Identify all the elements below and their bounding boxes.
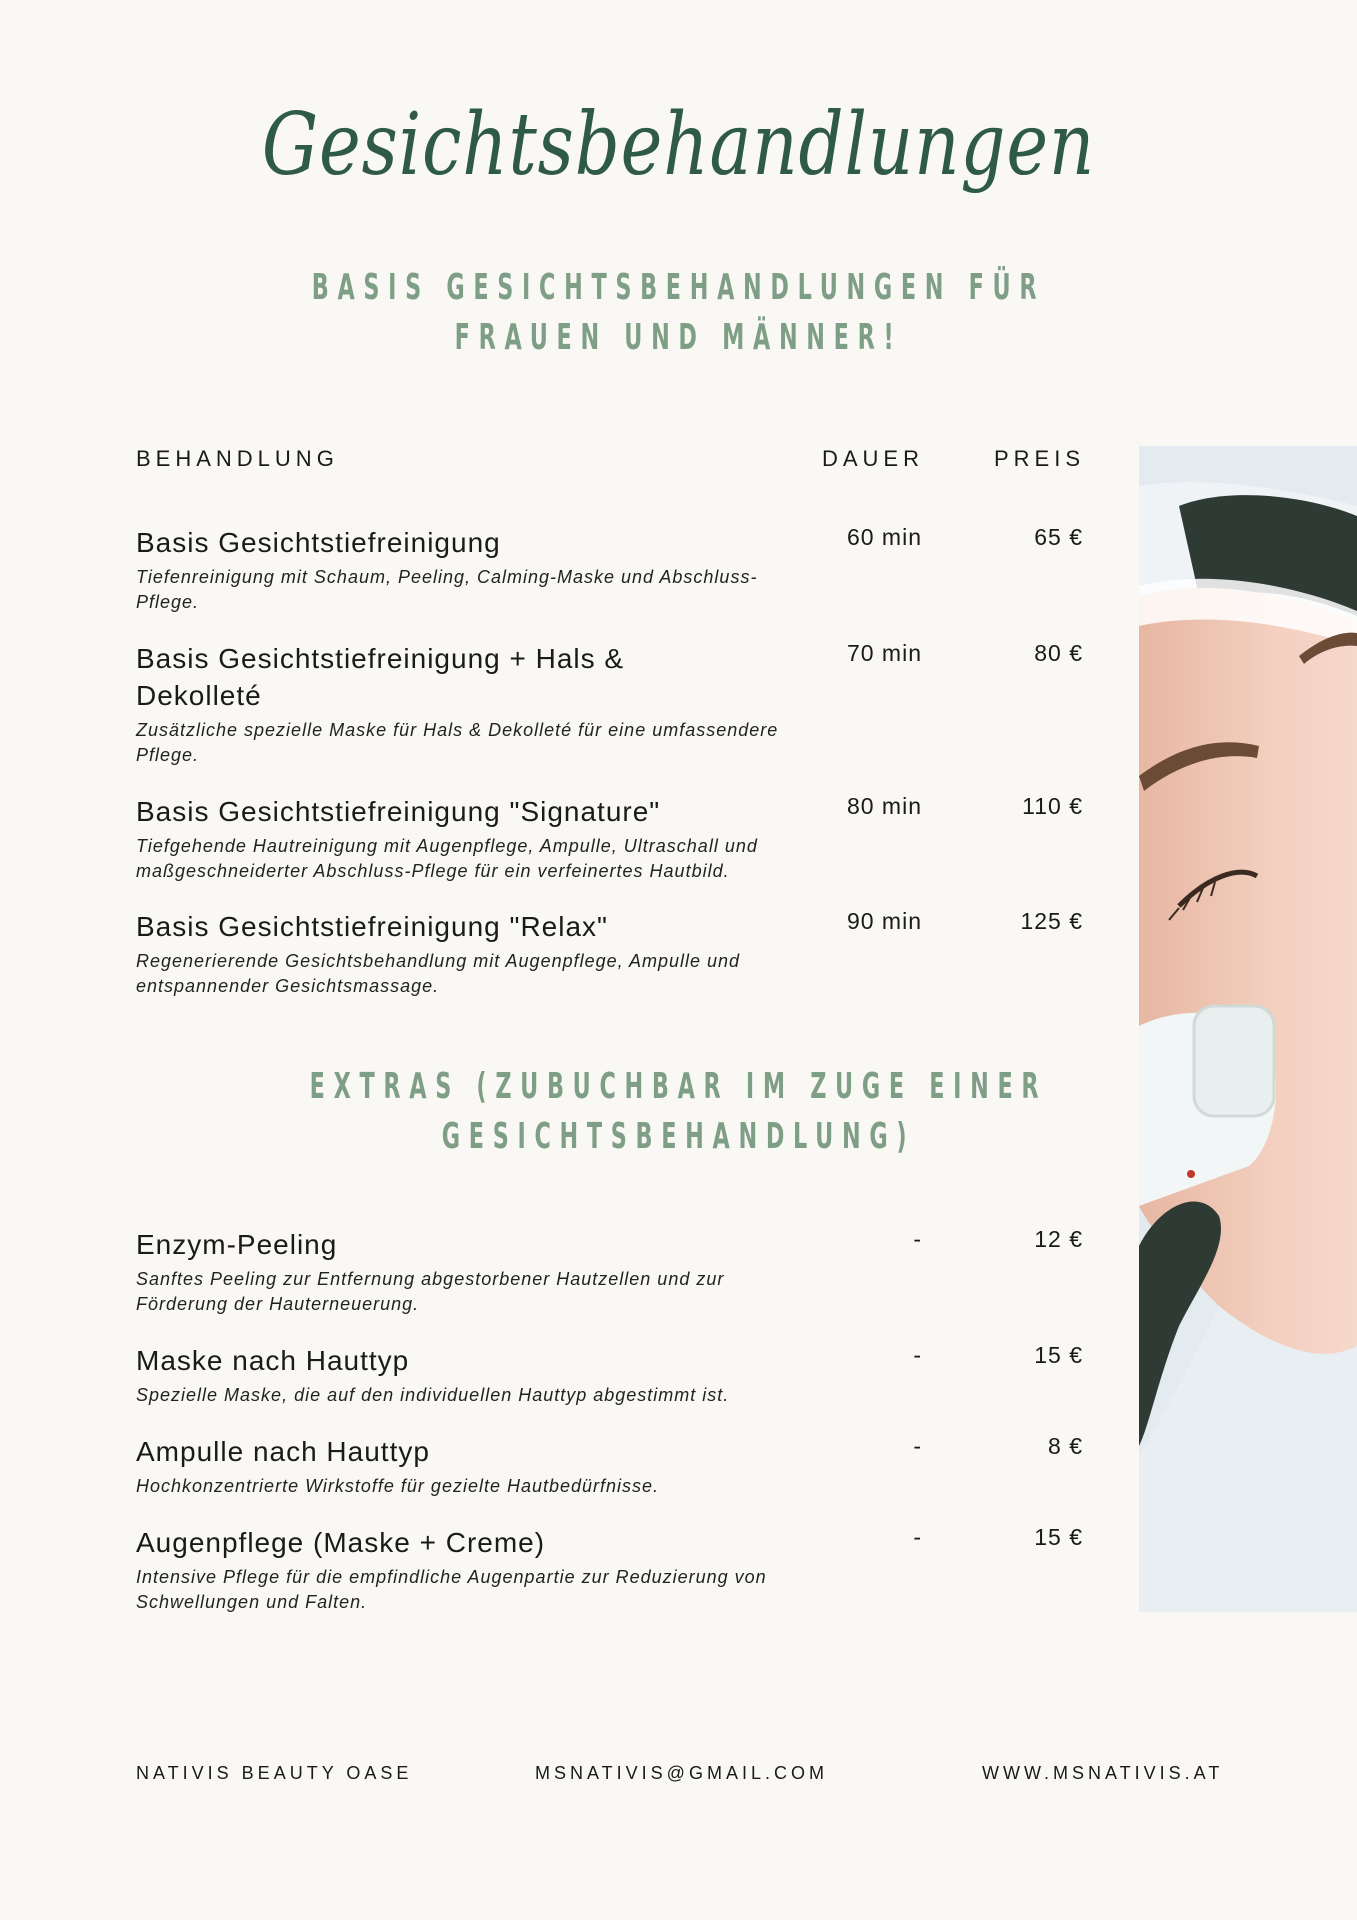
item-description: Tiefenreinigung mit Schaum, Peeling, Calming-Maske und Abschluss-Pflege.	[136, 567, 758, 612]
item-price: 125 €	[1020, 908, 1083, 934]
item-duration: 80 min	[846, 793, 922, 819]
item-description: Sanftes Peeling zur Entfernung abgestorbener Hautzellen und zur Förderung der Hauterneuerung.	[136, 1269, 725, 1314]
item-price: 8 €	[1048, 1433, 1083, 1459]
item-description: Intensive Pflege für die empfindliche Augenpartie zur Reduzierung von Schwellungen und Falten.	[136, 1567, 767, 1612]
extra-item	[136, 1433, 1086, 1499]
item-name: Basis Gesichtstiefreinigung + Hals & Dekolleté	[136, 643, 625, 711]
item-name: Maske nach Hauttyp	[136, 1345, 410, 1376]
item-price: 12 €	[1034, 1226, 1083, 1252]
column-header-treatment: BEHANDLUNG	[136, 446, 339, 471]
face-illustration	[1139, 446, 1357, 1612]
item-description: Regenerierende Gesichtsbehandlung mit Augenpflege, Ampulle und entspannender Gesichtsmassage.	[136, 951, 741, 996]
item-duration: -	[913, 1433, 922, 1459]
item-name: Basis Gesichtstiefreinigung "Relax"	[136, 911, 608, 942]
extra-item	[136, 1524, 1086, 1615]
column-header-price: PREIS	[993, 446, 1085, 471]
item-price: 80 €	[1034, 640, 1083, 666]
item-duration: -	[913, 1226, 922, 1252]
extras-heading-line-1: EXTRAS (ZUBUCHBAR IM ZUGE EINER	[309, 1066, 1048, 1107]
item-duration: 90 min	[846, 908, 922, 934]
basis-heading-line-2: FRAUEN UND MÄNNER!	[454, 317, 903, 358]
extras-heading-line-2: GESICHTSBEHANDLUNG)	[441, 1116, 916, 1157]
basis-heading-line-1: BASIS GESICHTSBEHANDLUNGEN FÜR	[311, 267, 1046, 308]
item-price: 110 €	[1022, 793, 1083, 819]
basis-section-heading	[0, 263, 1357, 363]
item-name: Enzym-Peeling	[136, 1229, 338, 1260]
item-price: 15 €	[1034, 1524, 1083, 1550]
item-name: Augenpflege (Maske + Creme)	[136, 1527, 546, 1558]
basis-item	[136, 908, 1086, 999]
item-duration: 70 min	[846, 640, 922, 666]
item-name: Basis Gesichtstiefreinigung	[136, 527, 501, 558]
basis-item	[136, 640, 1086, 768]
item-duration: -	[913, 1524, 922, 1550]
item-description: Tiefgehende Hautreinigung mit Augenpflege, Ampulle, Ultraschall und maßgeschneiderter Abschluss-Pflege für ein verfeinertes Hautbild.	[136, 836, 758, 881]
item-description: Hochkonzentrierte Wirkstoffe für gezielte Hautbedürfnisse.	[136, 1476, 660, 1496]
footer-website[interactable]: WWW.MSNATIVIS.AT	[982, 1763, 1224, 1783]
footer-brand: NATIVIS BEAUTY OASE	[136, 1763, 413, 1783]
facial-treatment-photo	[1139, 446, 1357, 1612]
item-name: Basis Gesichtstiefreinigung "Signature"	[136, 796, 661, 827]
item-duration: -	[913, 1342, 922, 1368]
item-description: Zusätzliche spezielle Maske für Hals & Dekolleté für eine umfassendere Pflege.	[136, 720, 779, 765]
extra-item	[136, 1342, 1086, 1408]
basis-item	[136, 524, 1086, 615]
item-name: Ampulle nach Hauttyp	[136, 1436, 430, 1467]
basis-item	[136, 793, 1086, 884]
page-title: Gesichtsbehandlungen	[261, 95, 1096, 195]
item-price: 15 €	[1034, 1342, 1083, 1368]
extra-item	[136, 1226, 1086, 1317]
item-duration: 60 min	[846, 524, 922, 550]
item-price: 65 €	[1034, 524, 1083, 550]
item-description: Spezielle Maske, die auf den individuellen Hauttyp abgestimmt ist.	[136, 1385, 730, 1405]
column-header-duration: DAUER	[821, 446, 924, 471]
footer-email[interactable]: MSNATIVIS@GMAIL.COM	[535, 1763, 828, 1783]
